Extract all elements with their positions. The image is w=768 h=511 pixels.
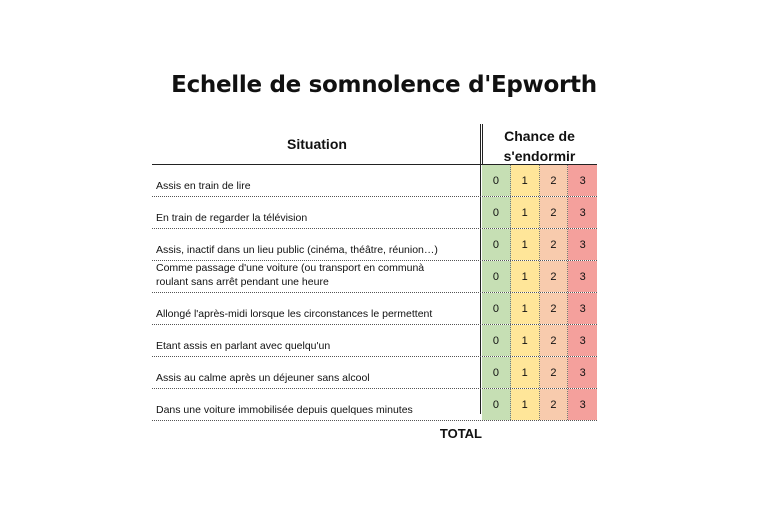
- score-cell-2[interactable]: 2: [540, 165, 569, 196]
- situation-label: [156, 307, 476, 321]
- table-row: [152, 357, 597, 389]
- situation-header: Situation: [287, 136, 347, 152]
- score-cell-3[interactable]: 3: [568, 389, 597, 420]
- chance-header: [482, 124, 597, 164]
- score-cell-1[interactable]: 1: [511, 165, 540, 196]
- score-cell-0[interactable]: 0: [482, 357, 511, 388]
- score-cell-0[interactable]: 0: [482, 261, 511, 292]
- situation-label: [156, 179, 476, 193]
- score-cell-2[interactable]: 2: [540, 293, 569, 324]
- situation-label-line1: Etant assis en parlant avec quelqu'un: [156, 340, 331, 352]
- page-title: Echelle de somnolence d'Epworth: [171, 72, 597, 98]
- situation-label-line1: Dans une voiture immobilisée depuis quelques minutes: [156, 404, 413, 416]
- situation-label-line1: En train de regarder la télévision: [156, 212, 308, 224]
- score-cell-2[interactable]: 2: [540, 357, 569, 388]
- chance-header-line2: s'endormir: [503, 148, 576, 164]
- situation-label-line1: Comme passage d'une voiture (ou transport en communà: [156, 262, 425, 274]
- score-cell-0[interactable]: 0: [482, 389, 511, 420]
- total-label: TOTAL: [439, 426, 482, 441]
- score-cells: [482, 165, 597, 196]
- situation-label: [156, 261, 476, 289]
- score-cell-3[interactable]: 3: [568, 325, 597, 356]
- score-cell-1[interactable]: 1: [511, 325, 540, 356]
- score-cell-2[interactable]: 2: [540, 261, 569, 292]
- score-cell-2[interactable]: 2: [540, 229, 569, 260]
- score-cell-0[interactable]: 0: [482, 165, 511, 196]
- score-cells: [482, 389, 597, 420]
- score-cell-3[interactable]: 3: [568, 165, 597, 196]
- score-cell-2[interactable]: 2: [540, 197, 569, 228]
- score-cell-0[interactable]: 0: [482, 325, 511, 356]
- situation-label-line1: Assis, inactif dans un lieu public (cinéma, théâtre, réunion…): [156, 244, 438, 256]
- score-cell-3[interactable]: 3: [568, 357, 597, 388]
- score-cell-3[interactable]: 3: [568, 229, 597, 260]
- score-cells: [482, 357, 597, 388]
- score-cell-1[interactable]: 1: [511, 197, 540, 228]
- chance-header-line1: Chance de: [504, 128, 575, 144]
- score-cell-1[interactable]: 1: [511, 389, 540, 420]
- situation-label-line2: roulant sans arrêt pendant une heure: [156, 276, 329, 288]
- table-row: [152, 261, 597, 293]
- table-row: [152, 165, 597, 197]
- score-cell-3[interactable]: 3: [568, 293, 597, 324]
- score-cell-1[interactable]: 1: [511, 293, 540, 324]
- table-row: [152, 293, 597, 325]
- score-cells: [482, 261, 597, 292]
- score-cell-0[interactable]: 0: [482, 293, 511, 324]
- score-cells: [482, 229, 597, 260]
- score-cells: [482, 293, 597, 324]
- table-row: [152, 325, 597, 357]
- score-cell-1[interactable]: 1: [511, 357, 540, 388]
- table-row: [152, 389, 597, 421]
- score-cell-3[interactable]: 3: [568, 261, 597, 292]
- score-cell-2[interactable]: 2: [540, 325, 569, 356]
- situation-label: [156, 211, 476, 225]
- score-cell-3[interactable]: 3: [568, 197, 597, 228]
- table-row: [152, 229, 597, 261]
- score-cell-1[interactable]: 1: [511, 261, 540, 292]
- score-cells: [482, 197, 597, 228]
- situation-label: [156, 403, 476, 417]
- score-cell-1[interactable]: 1: [511, 229, 540, 260]
- score-cell-0[interactable]: 0: [482, 197, 511, 228]
- situation-label-line1: Assis en train de lire: [156, 180, 251, 192]
- table-row: [152, 197, 597, 229]
- score-cells: [482, 325, 597, 356]
- situation-rows: [152, 165, 597, 421]
- situation-label-line1: Assis au calme après un déjeuner sans alcool: [156, 372, 370, 384]
- situation-label: [156, 371, 476, 385]
- score-cell-0[interactable]: 0: [482, 229, 511, 260]
- score-cell-2[interactable]: 2: [540, 389, 569, 420]
- situation-label: [156, 339, 476, 353]
- situation-label-line1: Allongé l'après-midi lorsque les circonstances le permettent: [156, 308, 433, 320]
- situation-label: [156, 243, 476, 257]
